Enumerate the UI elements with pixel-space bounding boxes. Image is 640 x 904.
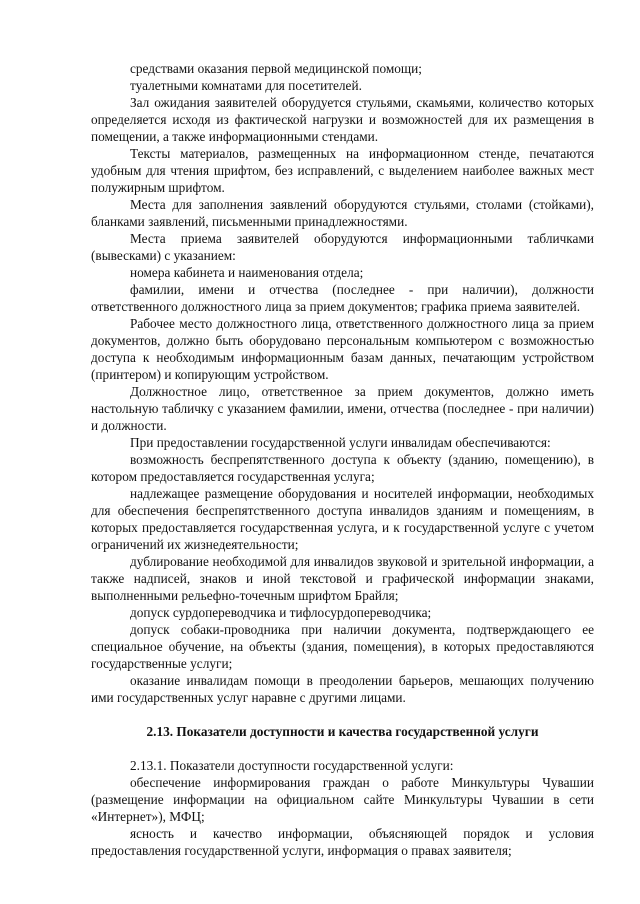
paragraph-reception-places: Места приема заявителей оборудуются информационными табличками (вывесками) с указанием: xyxy=(91,231,594,263)
paragraph-desk-plate: Должностное лицо, ответственное за прием документов, должно иметь настольную табличку с указанием фамилии, имени, отчества (последнее - при наличии) и должности. xyxy=(91,384,594,433)
paragraph-stand-texts: Тексты материалов, размещенных на информационном стенде, печатаются удобным для чтения шрифтом, без исправлений, с выделением наиболее важных мест полужирным шрифтом. xyxy=(91,146,594,195)
paragraph-free-access: возможность беспрепятственного доступа к объекту (зданию, помещению), в котором предоставляется государственная услуга; xyxy=(91,452,594,484)
paragraph-waiting-hall: Зал ожидания заявителей оборудуется стульями, скамьями, количество которых определяется исходя из фактической нагрузки и возможностей для их размещения в помещении, а также информационными стендами. xyxy=(91,95,594,144)
paragraph-form-filling-places: Места для заполнения заявлений оборудуются стульями, столами (стойками), бланками заявлений, письменными принадлежностями. xyxy=(91,197,594,229)
paragraph-informing-citizens: обеспечение информирования граждан о работе Минкультуры Чувашии (размещение информации на официальном сайте Минкультуры Чувашии в сети «Интернет»), МФЦ; xyxy=(91,775,594,824)
paragraph-workplace: Рабочее место должностного лица, ответственного должностного лица за прием документов, должно быть оборудовано персональным компьютером с возможностью доступа к необходимым информационным базам данных, печатающим устройством (принтером) и копирующим устройством. xyxy=(91,316,594,382)
paragraph-restrooms: туалетными комнатами для посетителей. xyxy=(130,78,362,93)
section-heading: 2.13. Показатели доступности и качества государственной услуги xyxy=(146,724,539,739)
paragraph-information-clarity: ясность и качество информации, объясняющей порядок и условия предоставления государственной услуги, информация о правах заявителя; xyxy=(91,826,594,858)
paragraph-official-names: фамилии, имени и отчества (последнее - при наличии), должности ответственного должностного лица за прием документов; графика приема заявителей. xyxy=(91,282,594,314)
paragraph-disabled-intro: При предоставлении государственной услуги инвалидам обеспечиваются: xyxy=(130,435,551,450)
paragraph-equipment-placement: надлежащее размещение оборудования и носителей информации, необходимых для обеспечения беспрепятственного доступа инвалидов зданиям и помещениям, в которых предоставляется государственная услуга, и к государственной услуге с учетом ограничений их жизнедеятельности; xyxy=(91,486,594,552)
paragraph-barrier-help: оказание инвалидам помощи в преодолении барьеров, мешающих получению ими государственных услуг наравне с другими лицами. xyxy=(91,673,594,705)
paragraph-sign-interpreter: допуск сурдопереводчика и тифлосурдопереводчика; xyxy=(130,605,432,620)
paragraph-office-number: номера кабинета и наименования отдела; xyxy=(130,265,364,280)
paragraph-braille: дублирование необходимой для инвалидов звуковой и зрительной информации, а также надписей, знаков и иной текстовой и графической информации знаками, выполненными рельефно-точечным шрифтом Брайля; xyxy=(91,554,594,603)
paragraph-first-aid: средствами оказания первой медицинской помощи; xyxy=(130,61,422,76)
paragraph-guide-dog: допуск собаки-проводника при наличии документа, подтверждающего ее специальное обучение, на объекты (здания, помещения), в которых предоставляются государственные услуги; xyxy=(91,622,594,671)
document-body xyxy=(91,60,594,859)
paragraph-accessibility-indicators: 2.13.1. Показатели доступности государственной услуги: xyxy=(130,758,454,773)
